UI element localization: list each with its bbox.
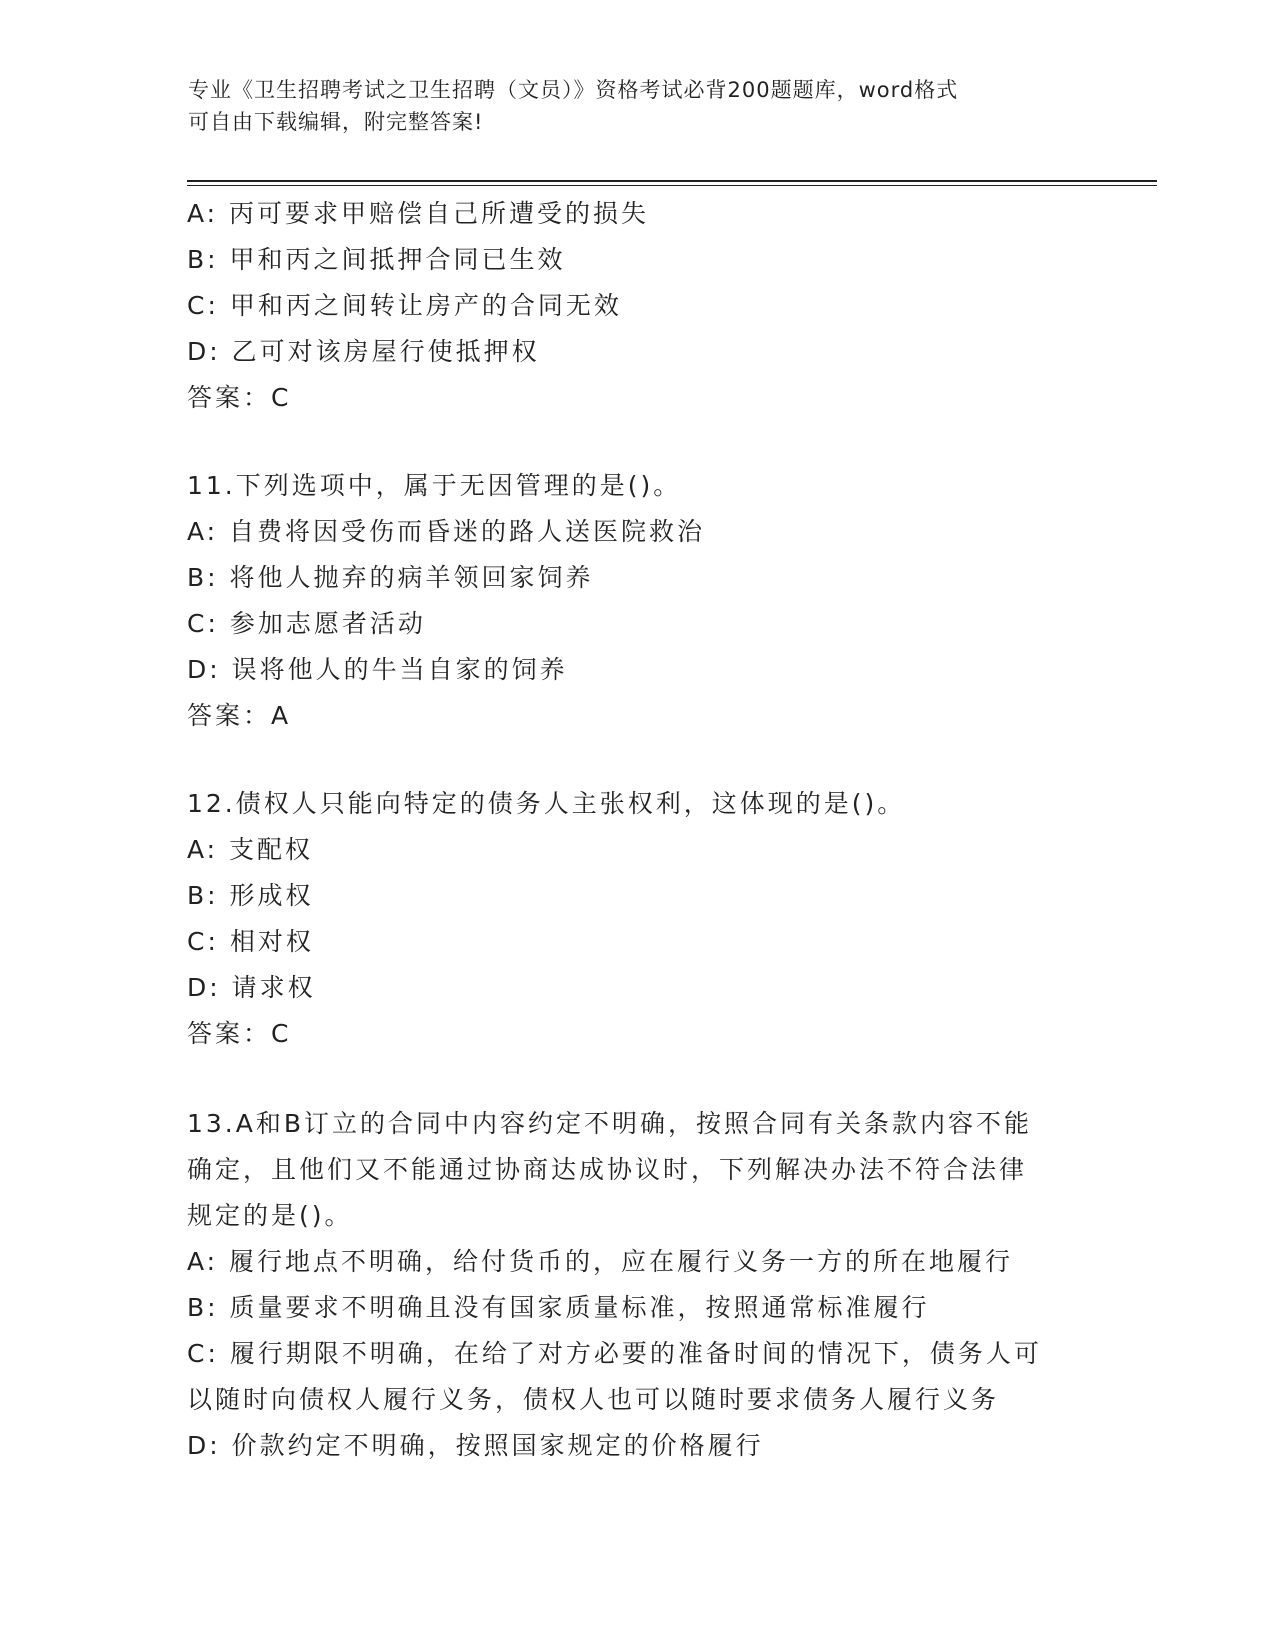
question-stem: 11.下列选项中，属于无因管理的是()。 [187, 471, 682, 500]
option-b: B: 将他人抛弃的病羊领回家饲养 [187, 563, 594, 592]
option-d: D: 请求权 [187, 973, 316, 1002]
question-10 [187, 191, 1087, 421]
option-c: C: 履行期限不明确，在给了对方必要的准备时间的情况下，债务人可 [187, 1339, 1042, 1368]
header-title-line-2: 可自由下载编辑，附完整答案! [188, 110, 484, 134]
question-stem: 12.债权人只能向特定的债务人主张权利，这体现的是()。 [187, 789, 906, 818]
option-b: B: 形成权 [187, 881, 314, 910]
document-body [187, 191, 1087, 1469]
spacer [187, 421, 1087, 463]
option-a: A: 丙可要求甲赔偿自己所遭受的损失 [187, 199, 650, 228]
header-divider [187, 180, 1157, 186]
question-12 [187, 781, 1087, 1057]
option-a: A: 支配权 [187, 835, 314, 864]
question-stem-line-1: 13.A和B订立的合同中内容约定不明确，按照合同有关条款内容不能 [187, 1109, 1033, 1138]
question-11 [187, 463, 1087, 739]
option-c-continued: 以随时向债权人履行义务，债权人也可以随时要求债务人履行义务 [187, 1385, 1000, 1414]
question-stem-line-2: 确定，且他们又不能通过协商达成协议时，下列解决办法不符合法律 [187, 1155, 1028, 1184]
option-d: D: 价款约定不明确，按照国家规定的价格履行 [187, 1431, 764, 1460]
option-d: D: 误将他人的牛当自家的饲养 [187, 655, 568, 684]
option-b: B: 质量要求不明确且没有国家质量标准，按照通常标准履行 [187, 1293, 930, 1322]
spacer [187, 739, 1087, 781]
header-title-line-1: 专业《卫生招聘考试之卫生招聘（文员）》资格考试必背200题题库，word格式 [188, 78, 959, 102]
option-c: C: 甲和丙之间转让房产的合同无效 [187, 291, 622, 320]
option-d: D: 乙可对该房屋行使抵押权 [187, 337, 540, 366]
answer: 答案：A [187, 701, 292, 730]
option-a: A: 自费将因受伤而昏迷的路人送医院救治 [187, 517, 706, 546]
option-c: C: 相对权 [187, 927, 314, 956]
option-a: A: 履行地点不明确，给付货币的，应在履行义务一方的所在地履行 [187, 1247, 1014, 1276]
option-b: B: 甲和丙之间抵押合同已生效 [187, 245, 566, 274]
answer: 答案：C [187, 1019, 292, 1048]
spacer [187, 1057, 1087, 1101]
option-c: C: 参加志愿者活动 [187, 609, 426, 638]
question-stem-line-3: 规定的是()。 [187, 1201, 353, 1230]
answer: 答案：C [187, 383, 292, 412]
question-13 [187, 1101, 1087, 1469]
page-header [188, 74, 1068, 138]
